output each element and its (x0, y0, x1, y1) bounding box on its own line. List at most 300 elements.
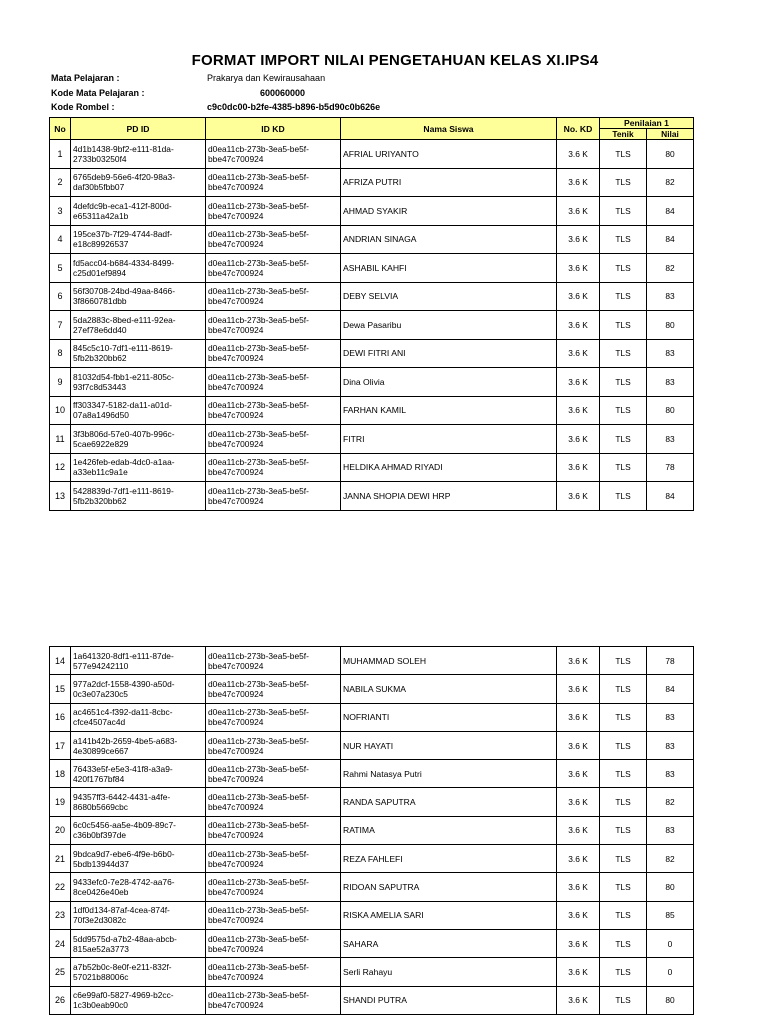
cell-pd-id (71, 703, 206, 731)
cell-id-kd (206, 731, 341, 759)
cell-id-kd (206, 816, 341, 844)
cell-pd-id-line-2: 5cae6922e829 (73, 438, 129, 449)
cell-id-kd-line-1: d0ea11cb-273b-3ea5-be5f- (208, 905, 309, 916)
cell-id-kd-line-1: d0ea11cb-273b-3ea5-be5f- (208, 229, 309, 240)
cell-nilai: 83 (647, 282, 694, 311)
table-row (50, 760, 694, 788)
cell-no-kd: 3.6 K (557, 647, 600, 675)
cell-nama-siswa: Dina Olivia (341, 368, 557, 397)
cell-pd-id-line-2: 57021b88006c (73, 971, 129, 982)
cell-id-kd-line-2: bbe47c700924 (208, 688, 264, 699)
cell-id-kd-line-2: bbe47c700924 (208, 210, 264, 221)
cell-teknik: TLS (600, 254, 647, 283)
cell-pd-id-line-1: 6c0c5456-aa5e-4b09-89c7- (73, 820, 176, 831)
cell-teknik: TLS (600, 873, 647, 901)
header-nama-siswa: Nama Siswa (341, 118, 557, 140)
cell-id-kd-line-1: d0ea11cb-273b-3ea5-be5f- (208, 200, 309, 211)
cell-nilai: 83 (647, 703, 694, 731)
cell-pd-id-line-1: 845c5c10-7df1-e111-8619- (73, 343, 173, 354)
cell-nilai: 83 (647, 368, 694, 397)
cell-pd-id (71, 788, 206, 816)
cell-nama-siswa: HELDIKA AHMAD RIYADI (341, 453, 557, 482)
cell-nilai: 0 (647, 958, 694, 986)
meta-mapel-value: Prakarya dan Kewirausahaan (207, 73, 326, 83)
cell-no: 10 (50, 396, 71, 425)
cell-pd-id-line-1: 6765deb9-56e6-4f20-98a3- (73, 172, 175, 183)
cell-id-kd-line-2: bbe47c700924 (208, 915, 264, 926)
cell-teknik: TLS (600, 225, 647, 254)
cell-id-kd-line-2: bbe47c700924 (208, 971, 264, 982)
cell-pd-id-line-2: 5fb2b320bb62 (73, 353, 127, 364)
cell-id-kd-line-2: bbe47c700924 (208, 267, 264, 278)
cell-no-kd: 3.6 K (557, 254, 600, 283)
table-row (50, 168, 694, 197)
cell-no: 18 (50, 760, 71, 788)
cell-id-kd-line-1: d0ea11cb-273b-3ea5-be5f- (208, 678, 309, 689)
cell-no: 14 (50, 647, 71, 675)
cell-id-kd-line-2: bbe47c700924 (208, 858, 264, 869)
cell-id-kd-line-1: d0ea11cb-273b-3ea5-be5f- (208, 343, 309, 354)
cell-pd-id-line-2: 5fb2b320bb62 (73, 495, 127, 506)
cell-id-kd (206, 788, 341, 816)
cell-nama-siswa: Rahmi Natasya Putri (341, 760, 557, 788)
cell-teknik: TLS (600, 958, 647, 986)
cell-id-kd-line-1: d0ea11cb-273b-3ea5-be5f- (208, 172, 309, 183)
cell-pd-id-line-1: ac4651c4-f392-da11-8cbc- (73, 707, 173, 718)
cell-no: 24 (50, 929, 71, 957)
table-row (50, 958, 694, 986)
cell-id-kd-line-2: bbe47c700924 (208, 943, 264, 954)
cell-id-kd-line-1: d0ea11cb-273b-3ea5-be5f- (208, 820, 309, 831)
cell-pd-id-line-1: 81032d54-fbb1-e211-805c- (73, 371, 174, 382)
cell-pd-id-line-2: 815ae52a3773 (73, 943, 129, 954)
cell-pd-id-line-1: ff303347-5182-da11-a01d- (73, 400, 172, 411)
cell-id-kd (206, 396, 341, 425)
cell-no-kd: 3.6 K (557, 311, 600, 340)
cell-id-kd-line-2: bbe47c700924 (208, 660, 264, 671)
cell-id-kd (206, 368, 341, 397)
cell-teknik: TLS (600, 368, 647, 397)
table-row (50, 254, 694, 283)
cell-no-kd: 3.6 K (557, 760, 600, 788)
cell-pd-id-line-1: 76433e5f-e5e3-41f8-a3a9- (73, 763, 173, 774)
cell-no: 1 (50, 140, 71, 169)
cell-nama-siswa: RISKA AMELIA SARI (341, 901, 557, 929)
cell-nilai: 83 (647, 816, 694, 844)
cell-no-kd: 3.6 K (557, 986, 600, 1014)
cell-no: 17 (50, 731, 71, 759)
cell-pd-id (71, 140, 206, 169)
cell-pd-id (71, 845, 206, 873)
cell-nilai: 0 (647, 929, 694, 957)
cell-nama-siswa: SAHARA (341, 929, 557, 957)
cell-no-kd: 3.6 K (557, 368, 600, 397)
table-row (50, 396, 694, 425)
table-row (50, 339, 694, 368)
table-row (50, 731, 694, 759)
cell-pd-id (71, 901, 206, 929)
cell-id-kd (206, 647, 341, 675)
cell-id-kd (206, 254, 341, 283)
cell-no-kd: 3.6 K (557, 816, 600, 844)
cell-no-kd: 3.6 K (557, 731, 600, 759)
cell-id-kd-line-2: bbe47c700924 (208, 410, 264, 421)
cell-no-kd: 3.6 K (557, 873, 600, 901)
cell-teknik: TLS (600, 788, 647, 816)
cell-pd-id-line-1: a7b52b0c-8e0f-e211-832f- (73, 961, 172, 972)
cell-no: 22 (50, 873, 71, 901)
table-row (50, 873, 694, 901)
cell-id-kd (206, 901, 341, 929)
cell-id-kd-line-1: d0ea11cb-273b-3ea5-be5f- (208, 792, 309, 803)
cell-nama-siswa: SHANDI PUTRA (341, 986, 557, 1014)
cell-teknik: TLS (600, 197, 647, 226)
cell-pd-id-line-1: 4d1b1438-9bf2-e111-81da- (73, 143, 174, 154)
cell-id-kd-line-2: bbe47c700924 (208, 773, 264, 784)
cell-pd-id-line-2: daf30b5fbb07 (73, 182, 125, 193)
cell-pd-id-line-1: 5dd9575d-a7b2-48aa-abcb- (73, 933, 177, 944)
cell-pd-id (71, 760, 206, 788)
cell-pd-id (71, 396, 206, 425)
cell-nilai: 80 (647, 140, 694, 169)
cell-id-kd-line-1: d0ea11cb-273b-3ea5-be5f- (208, 314, 309, 325)
cell-id-kd-line-1: d0ea11cb-273b-3ea5-be5f- (208, 990, 309, 1001)
cell-teknik: TLS (600, 675, 647, 703)
cell-id-kd-line-2: bbe47c700924 (208, 381, 264, 392)
cell-no: 4 (50, 225, 71, 254)
cell-nama-siswa: RATIMA (341, 816, 557, 844)
cell-pd-id (71, 368, 206, 397)
cell-pd-id (71, 986, 206, 1014)
cell-id-kd-line-2: bbe47c700924 (208, 353, 264, 364)
cell-pd-id (71, 482, 206, 511)
cell-pd-id (71, 453, 206, 482)
cell-pd-id-line-2: e18c89926537 (73, 239, 129, 250)
cell-nama-siswa: JANNA SHOPIA DEWI HRP (341, 482, 557, 511)
cell-nilai: 78 (647, 453, 694, 482)
cell-teknik: TLS (600, 282, 647, 311)
table-row (50, 703, 694, 731)
cell-nilai: 83 (647, 339, 694, 368)
cell-pd-id-line-2: 70f3e2d3082c (73, 915, 127, 926)
cell-no-kd: 3.6 K (557, 675, 600, 703)
table-row (50, 225, 694, 254)
cell-teknik: TLS (600, 647, 647, 675)
cell-nama-siswa: AFRIZA PUTRI (341, 168, 557, 197)
meta-mapel-label: Mata Pelajaran : (51, 73, 120, 83)
table-row (50, 368, 694, 397)
cell-no-kd: 3.6 K (557, 929, 600, 957)
cell-id-kd (206, 675, 341, 703)
cell-pd-id-line-2: 0c3e07a230c5 (73, 688, 128, 699)
table-row (50, 482, 694, 511)
cell-pd-id (71, 873, 206, 901)
cell-no-kd: 3.6 K (557, 788, 600, 816)
cell-id-kd-line-1: d0ea11cb-273b-3ea5-be5f- (208, 933, 309, 944)
table-row (50, 929, 694, 957)
cell-pd-id-line-2: 420f1767bf84 (73, 773, 125, 784)
cell-id-kd (206, 873, 341, 901)
cell-no: 16 (50, 703, 71, 731)
cell-no-kd: 3.6 K (557, 197, 600, 226)
meta-kode-mapel-label: Kode Mata Pelajaran : (51, 88, 145, 98)
cell-teknik: TLS (600, 731, 647, 759)
header-nilai: Nilai (647, 129, 694, 140)
cell-pd-id-line-1: 5da2883c-8bed-e111-92ea- (73, 314, 176, 325)
table-row (50, 845, 694, 873)
cell-teknik: TLS (600, 845, 647, 873)
cell-nilai: 80 (647, 873, 694, 901)
cell-pd-id-line-2: cfce4507ac4d (73, 717, 126, 728)
header-pd-id: PD ID (71, 118, 206, 140)
cell-nama-siswa: AFRIAL URIYANTO (341, 140, 557, 169)
cell-no-kd: 3.6 K (557, 901, 600, 929)
cell-teknik: TLS (600, 425, 647, 454)
cell-nilai: 82 (647, 788, 694, 816)
cell-id-kd (206, 197, 341, 226)
header-no: No (50, 118, 71, 140)
cell-pd-id-line-2: 577e94242110 (73, 660, 129, 671)
cell-pd-id (71, 282, 206, 311)
cell-pd-id (71, 197, 206, 226)
cell-id-kd (206, 986, 341, 1014)
meta-kode-rombel-value: c9c0dc00-b2fe-4385-b896-b5d90c0b626e (207, 102, 381, 112)
cell-nilai: 84 (647, 225, 694, 254)
cell-no: 6 (50, 282, 71, 311)
cell-nilai: 80 (647, 311, 694, 340)
table-row (50, 675, 694, 703)
cell-id-kd-line-1: d0ea11cb-273b-3ea5-be5f- (208, 961, 309, 972)
cell-nama-siswa: NABILA SUKMA (341, 675, 557, 703)
cell-no: 11 (50, 425, 71, 454)
cell-pd-id-line-1: 9433efc0-7e28-4742-aa76- (73, 877, 175, 888)
cell-pd-id-line-1: 195ce37b-7f29-4744-8adf- (73, 229, 173, 240)
cell-id-kd-line-2: bbe47c700924 (208, 802, 264, 813)
cell-pd-id-line-1: 56f30708-24bd-49aa-8466- (73, 286, 175, 297)
cell-nilai: 80 (647, 986, 694, 1014)
cell-pd-id (71, 339, 206, 368)
cell-pd-id-line-1: a141b42b-2659-4be5-a683- (73, 735, 178, 746)
cell-teknik: TLS (600, 929, 647, 957)
cell-pd-id-line-1: 977a2dcf-1558-4390-a50d- (73, 678, 175, 689)
cell-nama-siswa: Dewa Pasaribu (341, 311, 557, 340)
cell-no-kd: 3.6 K (557, 282, 600, 311)
cell-pd-id-line-2: 93f7c8d53443 (73, 381, 127, 392)
cell-pd-id (71, 311, 206, 340)
cell-nilai: 83 (647, 731, 694, 759)
cell-nama-siswa: DEWI FITRI ANI (341, 339, 557, 368)
cell-nama-siswa: FARHAN KAMIL (341, 396, 557, 425)
cell-no-kd: 3.6 K (557, 168, 600, 197)
meta-kode-rombel-label: Kode Rombel : (51, 102, 115, 112)
cell-id-kd (206, 282, 341, 311)
cell-no: 7 (50, 311, 71, 340)
cell-id-kd-line-2: bbe47c700924 (208, 1000, 264, 1011)
table-row (50, 425, 694, 454)
cell-pd-id-line-1: 9bdca9d7-ebe6-4f9e-b6b0- (73, 848, 175, 859)
cell-nama-siswa: AHMAD SYAKIR (341, 197, 557, 226)
cell-teknik: TLS (600, 482, 647, 511)
cell-pd-id (71, 225, 206, 254)
cell-id-kd-line-2: bbe47c700924 (208, 296, 264, 307)
cell-pd-id (71, 816, 206, 844)
cell-id-kd (206, 929, 341, 957)
cell-nilai: 82 (647, 845, 694, 873)
cell-pd-id (71, 168, 206, 197)
cell-id-kd (206, 168, 341, 197)
cell-id-kd (206, 760, 341, 788)
cell-pd-id-line-1: 5428839d-7df1-e111-8619- (73, 485, 174, 496)
cell-teknik: TLS (600, 396, 647, 425)
cell-no: 9 (50, 368, 71, 397)
cell-nama-siswa: RIDOAN SAPUTRA (341, 873, 557, 901)
cell-nilai: 84 (647, 482, 694, 511)
cell-teknik: TLS (600, 760, 647, 788)
cell-id-kd-line-2: bbe47c700924 (208, 717, 264, 728)
cell-no: 5 (50, 254, 71, 283)
cell-id-kd-line-2: bbe47c700924 (208, 324, 264, 335)
table-row (50, 788, 694, 816)
grade-table-page-2 (49, 646, 694, 1015)
table-row (50, 647, 694, 675)
cell-id-kd (206, 311, 341, 340)
cell-pd-id (71, 675, 206, 703)
cell-nilai: 83 (647, 760, 694, 788)
cell-teknik: TLS (600, 703, 647, 731)
cell-no: 3 (50, 197, 71, 226)
cell-no: 25 (50, 958, 71, 986)
cell-no-kd: 3.6 K (557, 225, 600, 254)
cell-nilai: 83 (647, 425, 694, 454)
cell-id-kd-line-2: bbe47c700924 (208, 182, 264, 193)
cell-id-kd-line-1: d0ea11cb-273b-3ea5-be5f- (208, 286, 309, 297)
table-row (50, 986, 694, 1014)
cell-no-kd: 3.6 K (557, 140, 600, 169)
cell-no-kd: 3.6 K (557, 958, 600, 986)
cell-teknik: TLS (600, 168, 647, 197)
cell-id-kd-line-1: d0ea11cb-273b-3ea5-be5f- (208, 428, 309, 439)
cell-pd-id-line-1: 1df0d134-87af-4cea-874f- (73, 905, 170, 916)
cell-id-kd-line-1: d0ea11cb-273b-3ea5-be5f- (208, 485, 309, 496)
table-row (50, 453, 694, 482)
cell-id-kd (206, 958, 341, 986)
cell-no: 19 (50, 788, 71, 816)
header-penilaian: Penilaian 1 (600, 118, 694, 129)
cell-no: 20 (50, 816, 71, 844)
cell-pd-id-line-1: c6e99af0-5827-4969-b2cc- (73, 990, 174, 1001)
cell-teknik: TLS (600, 140, 647, 169)
cell-id-kd (206, 482, 341, 511)
header-id-kd: ID KD (206, 118, 341, 140)
cell-id-kd-line-2: bbe47c700924 (208, 830, 264, 841)
cell-teknik: TLS (600, 311, 647, 340)
cell-id-kd-line-1: d0ea11cb-273b-3ea5-be5f- (208, 143, 309, 154)
cell-nama-siswa: ASHABIL KAHFI (341, 254, 557, 283)
grade-table-page-1 (49, 117, 694, 511)
cell-nama-siswa: MUHAMMAD SOLEH (341, 647, 557, 675)
header-teknik: Tenik (600, 129, 647, 140)
table-row (50, 816, 694, 844)
cell-pd-id-line-2: 5bdb13944d37 (73, 858, 129, 869)
cell-pd-id-line-1: 3f3b806d-57e0-407b-996c- (73, 428, 175, 439)
meta-kode-mapel-value: 600060000 (260, 88, 306, 98)
cell-pd-id-line-1: 4defdc9b-eca1-412f-800d- (73, 200, 172, 211)
page-title: FORMAT IMPORT NILAI PENGETAHUAN KELAS XI.IPS4 (191, 52, 599, 69)
cell-pd-id-line-2: c36b0bf397de (73, 830, 127, 841)
cell-nilai: 78 (647, 647, 694, 675)
cell-no: 26 (50, 986, 71, 1014)
cell-nama-siswa: NUR HAYATI (341, 731, 557, 759)
cell-no-kd: 3.6 K (557, 396, 600, 425)
cell-pd-id (71, 254, 206, 283)
cell-nilai: 82 (647, 254, 694, 283)
cell-id-kd-line-2: bbe47c700924 (208, 153, 264, 164)
header-no-kd: No. KD (557, 118, 600, 140)
cell-id-kd (206, 140, 341, 169)
cell-id-kd-line-2: bbe47c700924 (208, 887, 264, 898)
cell-pd-id-line-2: 07a8a1496d50 (73, 410, 129, 421)
cell-id-kd-line-2: bbe47c700924 (208, 745, 264, 756)
cell-no: 13 (50, 482, 71, 511)
cell-nama-siswa: FITRI (341, 425, 557, 454)
cell-nama-siswa: DEBY SELVIA (341, 282, 557, 311)
cell-no: 21 (50, 845, 71, 873)
cell-pd-id-line-2: 2733b03250f4 (73, 153, 127, 164)
cell-no: 15 (50, 675, 71, 703)
table-row (50, 282, 694, 311)
cell-no: 8 (50, 339, 71, 368)
cell-id-kd (206, 845, 341, 873)
cell-nama-siswa: REZA FAHLEFI (341, 845, 557, 873)
table-row (50, 311, 694, 340)
cell-id-kd-line-1: d0ea11cb-273b-3ea5-be5f- (208, 735, 309, 746)
cell-id-kd-line-1: d0ea11cb-273b-3ea5-be5f- (208, 400, 309, 411)
cell-nilai: 85 (647, 901, 694, 929)
cell-nama-siswa: Serli Rahayu (341, 958, 557, 986)
cell-pd-id-line-2: 27ef78e6dd40 (73, 324, 127, 335)
table-row (50, 140, 694, 169)
cell-nama-siswa: RANDA SAPUTRA (341, 788, 557, 816)
cell-id-kd (206, 703, 341, 731)
cell-no-kd: 3.6 K (557, 703, 600, 731)
cell-teknik: TLS (600, 453, 647, 482)
cell-id-kd-line-1: d0ea11cb-273b-3ea5-be5f- (208, 707, 309, 718)
cell-id-kd-line-1: d0ea11cb-273b-3ea5-be5f- (208, 848, 309, 859)
cell-id-kd-line-2: bbe47c700924 (208, 239, 264, 250)
table-row (50, 197, 694, 226)
cell-pd-id-line-2: c25d01ef9894 (73, 267, 127, 278)
cell-id-kd (206, 339, 341, 368)
cell-id-kd-line-1: d0ea11cb-273b-3ea5-be5f- (208, 877, 309, 888)
cell-no: 12 (50, 453, 71, 482)
cell-pd-id (71, 425, 206, 454)
cell-nilai: 82 (647, 168, 694, 197)
cell-id-kd-line-1: d0ea11cb-273b-3ea5-be5f- (208, 257, 309, 268)
cell-no-kd: 3.6 K (557, 845, 600, 873)
cell-teknik: TLS (600, 339, 647, 368)
cell-pd-id (71, 731, 206, 759)
cell-pd-id-line-2: 3f8660781dbb (73, 296, 127, 307)
cell-pd-id-line-1: fd5acc04-b684-4334-8499- (73, 257, 175, 268)
cell-pd-id-line-2: 8ce0426e40eb (73, 887, 129, 898)
cell-id-kd-line-1: d0ea11cb-273b-3ea5-be5f- (208, 371, 309, 382)
cell-pd-id (71, 647, 206, 675)
cell-nilai: 84 (647, 675, 694, 703)
table-row (50, 901, 694, 929)
cell-no-kd: 3.6 K (557, 482, 600, 511)
cell-teknik: TLS (600, 901, 647, 929)
cell-id-kd (206, 425, 341, 454)
